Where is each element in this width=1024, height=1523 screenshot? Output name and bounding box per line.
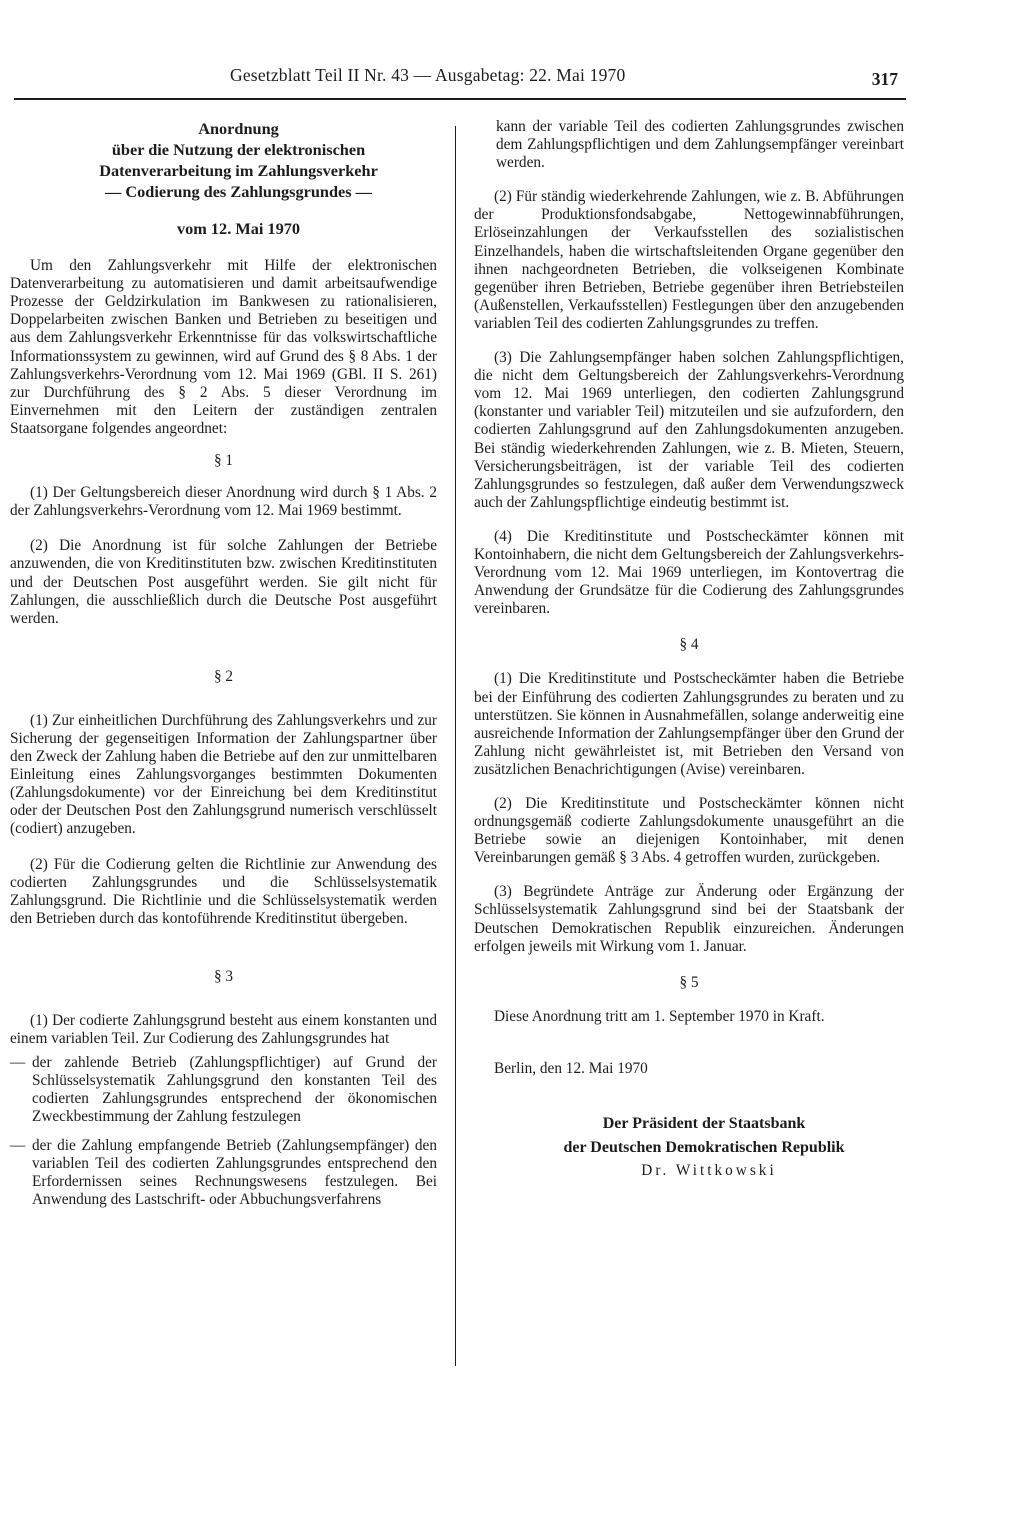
place-and-date: Berlin, den 12. Mai 1970 xyxy=(494,1059,648,1077)
right-column xyxy=(474,118,904,1180)
title-line: über die Nutzung der elektronischen xyxy=(111,140,366,159)
document-date: vom 12. Mai 1970 xyxy=(177,219,300,238)
list-item-text: der zahlende Betrieb (Zahlungspflichtiger) auf Grund der Schlüsselsystematik Zahlungsgrund den konstanten Teil des codierten Zahlungsgrundes entsprechend der ökonomischen Zweckbestimmung der Zahlung festzulegen xyxy=(32,1054,437,1126)
list-item xyxy=(10,1054,437,1126)
paragraph: (1) Zur einheitlichen Durchführung des Zahlungsverkehrs und zur Sicherung der gegenseitigen Information der Zahlungspartner über den Zweck der Zahlung haben die Betriebe auf den zur unmittelbaren Einleitung eines Zahlungsvorganges bestimmten Dokumenten (Zahlungsdokumente) vor der Einreichung bei dem Kreditinstitut oder der Deutschen Post den Zahlungsgrund numerisch verschlüsselt (codiert) anzugeben. xyxy=(10,711,437,838)
dash-list xyxy=(10,1054,437,1209)
title-line: Anordnung xyxy=(198,119,279,138)
dash-mark: — xyxy=(10,1136,26,1154)
paragraph-continuation: kann der variable Teil des codierten Zahlungsgrundes zwischen dem Zahlungspflichtigen und dem Zahlungsempfänger vereinbart werden. xyxy=(496,118,904,172)
gazette-title: Gesetzblatt Teil II Nr. 43 — Ausgabetag: 22. Mai 1970 xyxy=(230,65,626,85)
paragraph: (1) Der codierte Zahlungsgrund besteht aus einem konstanten und einem variablen Teil. Zur Codierung des Zahlungsgrundes hat xyxy=(10,1012,437,1048)
section-heading: § 5 xyxy=(679,973,699,991)
paragraph: (1) Die Kreditinstitute und Postscheckämter haben die Betriebe bei der Einführung des codierten Zahlungsgrundes zu beraten und zu unterstützen. Sie können in Ausnahmefällen, solange anderweitig eine ausreichende Information der Zahlungsempfänger über den Grund der Zahlung nicht gewährleistet ist, mit Betrieben den Versand von zusätzlichen Benachrichtigungen (Avise) vereinbaren. xyxy=(474,670,904,778)
paragraph: (2) Für ständig wiederkehrende Zahlungen, wie z. B. Abführungen der Produktionsfondsabgabe, Nettogewinnabführungen, Erlöseinzahlungen der Verkaufsstellen des sozialistischen Einzelhandels, haben die wirtschaftsleitenden Organe gegenüber den ihnen nachgeordneten Betrieben, die volkseigenen Kombinate gegenüber ihren Betrieben, Betriebe gegenüber ihren Betriebsteilen (Außenstellen, Verkaufsstellen) Festlegungen über den anzugebenden variablen Teil des codierten Zahlungsgrundes zu treffen. xyxy=(474,188,904,332)
paragraph: (2) Die Kreditinstitute und Postscheckämter können nicht ordnungsgemäß codierte Zahlungsdokumente unausgeführt an die Betriebe sowie an diejenigen Kontoinhaber, mit denen Vereinbarungen gemäß § 3 Abs. 4 getroffen wurden, zurückgeben. xyxy=(474,795,904,867)
paragraph: (3) Die Zahlungsempfänger haben solchen Zahlungspflichtigen, die nicht dem Geltungsbereich der Zahlungsverkehrs-Verordnung vom 12. Mai 1969 unterliegen, den codierten Zahlungsgrund (konstanter und variabler Teil) mitzuteilen und sie aufzufordern, den codierten Zahlungsgrund auf den Zahlungsdokumenten anzugeben. Bei ständig wiederkehrenden Zahlungen, wie z. B. Mieten, Steuern, Versicherungsbeiträgen, ist der variable Teil des codierten Zahlungsgrundes so festzulegen, daß außer dem Verwendungszweck auch der Zahlungspflichtige eindeutig bestimmt ist. xyxy=(474,349,904,511)
preamble: Um den Zahlungsverkehr mit Hilfe der elektronischen Datenverarbeitung zu automatisieren und damit arbeitsaufwendige Prozesse der Geldzirkulation im Bankwesen zu rationalisieren, Doppelarbeiten zwischen Banken und Betrieben zu beseitigen und aus dem Zahlungsverkehr Erkenntnisse für das volkswirtschaftliche Informationssystem zu gewinnen, wird auf Grund des § 8 Abs. 1 der Zahlungsverkehrs-Verordnung vom 12. Mai 1969 (GBl. II S. 261) zur Durchführung des § 2 Abs. 5 dieser Verordnung im Einvernehmen mit den Leitern der zuständigen zentralen Staatsorgane folgendes angeordnet: xyxy=(10,257,437,437)
paragraph: (3) Begründete Anträge zur Änderung oder Ergänzung der Schlüsselsystematik Zahlungsgrund sind bei der Staatsbank der Deutschen Demokratischen Republik einzureichen. Änderungen erfolgen jeweils mit Wirkung vom 1. Januar. xyxy=(474,883,904,955)
title-line: Datenverarbeitung im Zahlungsverkehr xyxy=(99,161,378,180)
title-line: — Codierung des Zahlungsgrundes — xyxy=(105,182,372,201)
list-item xyxy=(10,1137,437,1209)
left-column xyxy=(10,118,437,1219)
section-heading: § 4 xyxy=(679,636,699,654)
signer-name: Dr. Wittkowski xyxy=(641,1162,777,1180)
signatory-line: der Deutschen Demokratischen Republik xyxy=(563,1139,845,1157)
paragraph: Diese Anordnung tritt am 1. September 1970 in Kraft. xyxy=(494,1007,825,1025)
document-title xyxy=(40,118,437,202)
section-heading: § 1 xyxy=(213,452,234,470)
paragraph: (2) Für die Codierung gelten die Richtlinie zur Anwendung des codierten Zahlungsgrundes und die Schlüsselsystematik Zahlungsgrund. Die Richtlinie und die Schlüsselsystematik werden den Betrieben durch das kontoführende Kreditinstitut übergeben. xyxy=(10,855,437,927)
column-divider xyxy=(455,126,456,1366)
section-heading: § 2 xyxy=(213,667,234,685)
signatory xyxy=(504,1112,904,1160)
page-header xyxy=(14,64,906,100)
dash-mark: — xyxy=(10,1054,26,1072)
page-number: 317 xyxy=(871,69,898,89)
paragraph: (4) Die Kreditinstitute und Postscheckämter können mit Kontoinhabern, die nicht dem Geltungsbereich der Zahlungsverkehrs-Verordnung vom 12. Mai 1969 unterliegen, im Kontovertrag die Anwendung der Grundsätze für die Codierung des Zahlungsgrundes vereinbaren. xyxy=(474,527,904,618)
paragraph: (2) Die Anordnung ist für solche Zahlungen der Betriebe anzuwenden, die von Kreditinstituten bzw. zwischen Kreditinstituten und der Deutschen Post ausgeführt werden. Sie gilt nicht für Zahlungen, die ausschließlich durch die Deutsche Post ausgeführt werden. xyxy=(10,537,437,627)
section-heading: § 3 xyxy=(213,967,234,985)
list-item-text: der die Zahlung empfangende Betrieb (Zahlungsempfänger) den variablen Teil des codierten Zahlungsgrundes entsprechend den Erfordernissen seines Rechnungswesens festzulegen. Bei Anwendung des Lastschrift- oder Abbuchungsverfahrens xyxy=(32,1136,437,1208)
signatory-line: Der Präsident der Staatsbank xyxy=(602,1115,806,1133)
paragraph: (1) Der Geltungsbereich dieser Anordnung wird durch § 1 Abs. 2 der Zahlungsverkehrs-Verordnung vom 12. Mai 1969 bestimmt. xyxy=(10,484,437,520)
